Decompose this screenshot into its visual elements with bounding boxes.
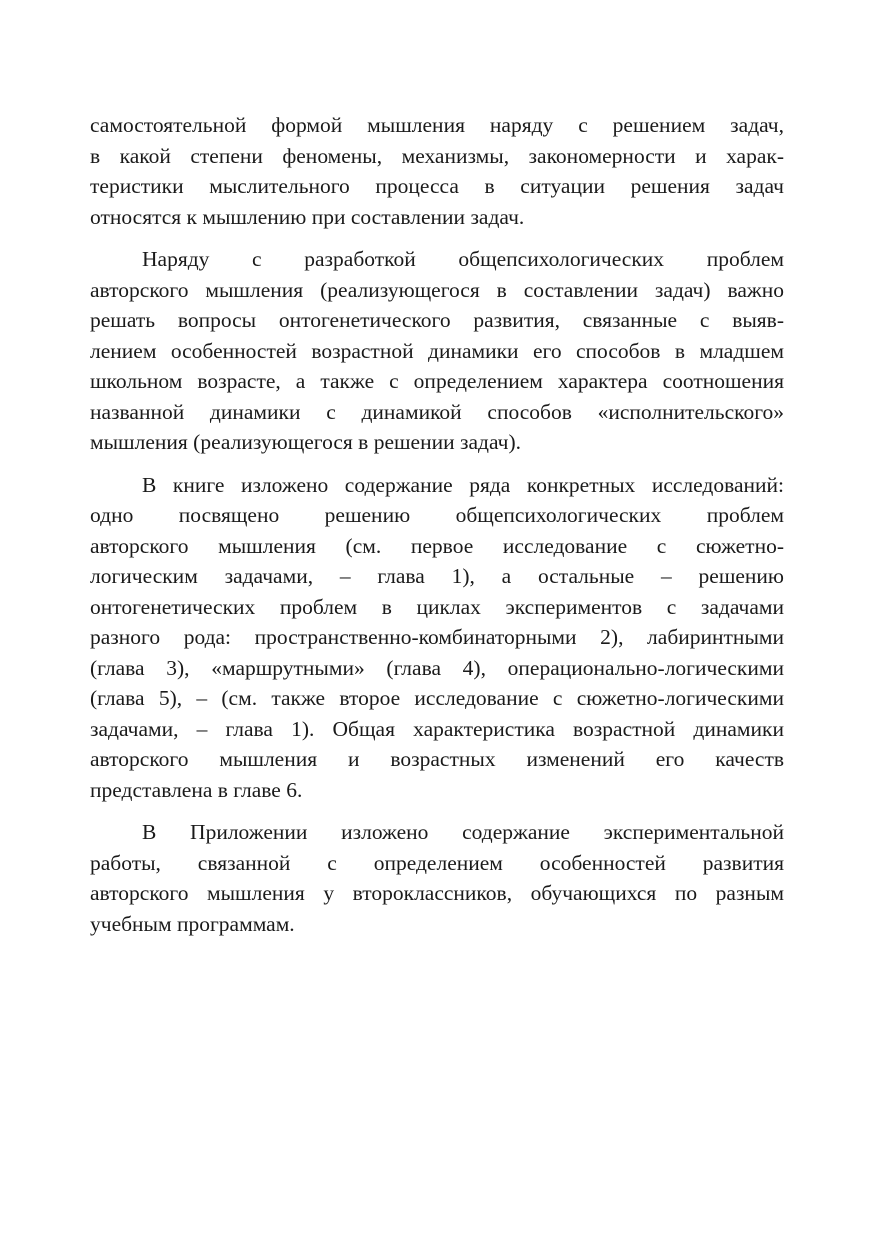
text-line: лением особенностей возрастной динамики его способов в младшем: [90, 338, 784, 363]
text-line: учебным программам.: [90, 911, 295, 936]
text-line: разного рода: пространственно-комбинаторными 2), лабиринтными: [90, 625, 784, 649]
text-line: относятся к мышлению при составлении задач.: [90, 204, 525, 229]
text-line: представлена в главе 6.: [90, 777, 303, 802]
text-line: логическим задачами, – глава 1), а остальные – решению: [90, 564, 784, 588]
text-line: работы, связанной с определением особенностей развития: [90, 850, 784, 875]
text-line: В книге изложено содержание ряда конкретных исследований:: [142, 472, 784, 497]
text-line: авторского мышления и возрастных изменений его качеств: [90, 747, 784, 771]
paragraph-3: [90, 470, 784, 806]
text-line: авторского мышления (см. первое исследование с сюжетно-: [90, 533, 784, 558]
text-line: В Приложении изложено содержание экспериментальной: [142, 820, 784, 844]
text-line: онтогенетических проблем в циклах экспериментов с задачами: [90, 594, 784, 619]
text-line: решать вопросы онтогенетического развития, связанные с выяв-: [90, 308, 784, 332]
text-line: (глава 3), «маршрутными» (глава 4), операционально-логическими: [90, 655, 784, 680]
text-line: теристики мыслительного процесса в ситуации решения задач: [90, 174, 784, 198]
text-line: задачами, – глава 1). Общая характеристика возрастной динамики: [90, 716, 784, 741]
text-line: мышления (реализующегося в решении задач).: [90, 430, 521, 454]
text-line: Наряду с разработкой общепсихологических проблем: [142, 247, 784, 271]
text-line: названной динамики с динамикой способов «исполнительского»: [90, 399, 784, 424]
text-line: самостоятельной формой мышления наряду с решением задач,: [90, 113, 784, 137]
document-page: [90, 110, 784, 951]
text-line: в какой степени феномены, механизмы, закономерности и харак-: [90, 143, 784, 168]
text-line: (глава 5), – (см. также второе исследование с сюжетно-логическими: [90, 686, 784, 710]
paragraph-2: [90, 244, 784, 458]
text-line: авторского мышления у второклассников, обучающихся по разным: [90, 881, 784, 905]
text-line: авторского мышления (реализующегося в составлении задач) важно: [90, 277, 784, 302]
text-line: школьном возрасте, а также с определением характера соотношения: [90, 369, 784, 393]
text-line: одно посвящено решению общепсихологических проблем: [90, 503, 784, 527]
paragraph-1: [90, 110, 784, 232]
paragraph-4: [90, 817, 784, 939]
